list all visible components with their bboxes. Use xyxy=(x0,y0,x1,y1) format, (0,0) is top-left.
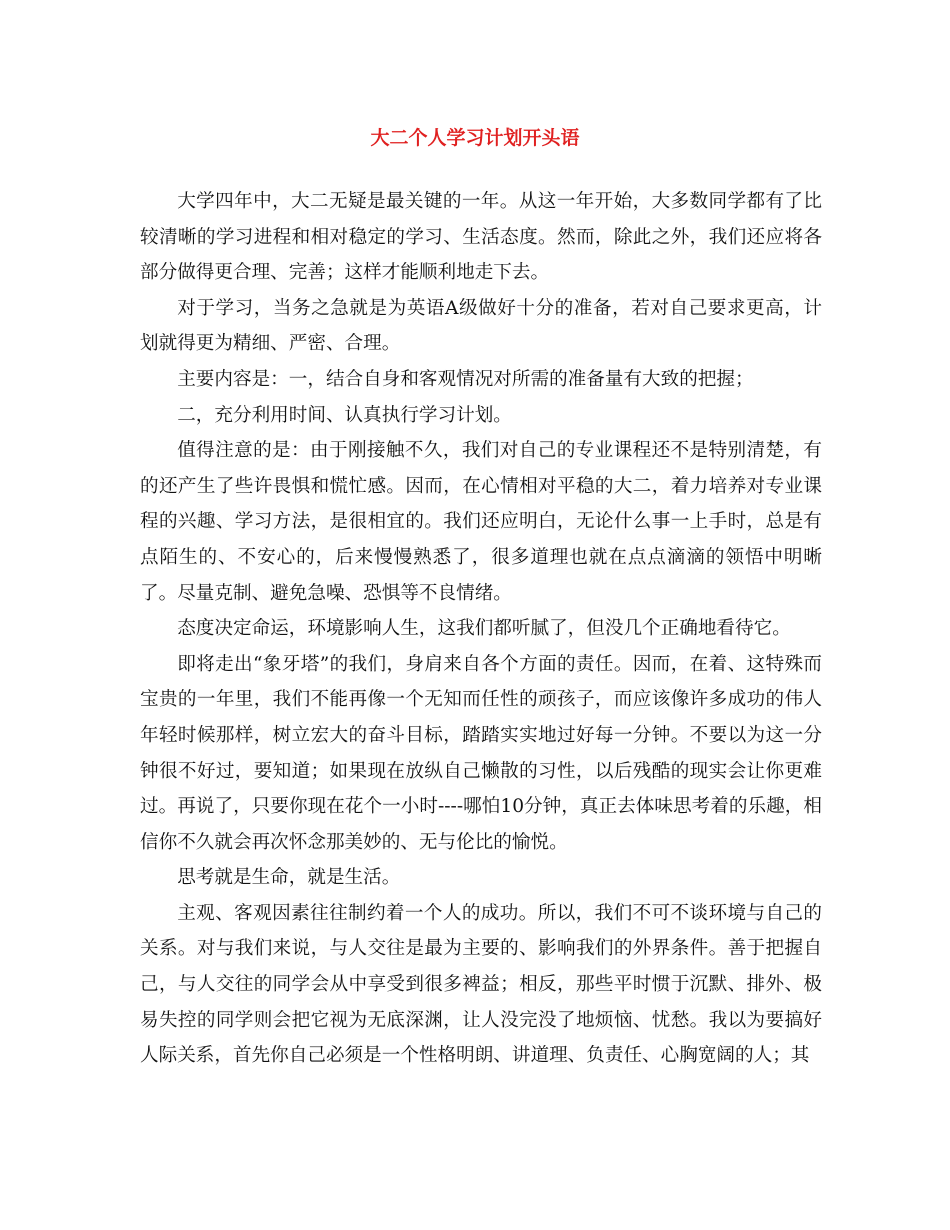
paragraph: 对于学习，当务之急就是为英语A级做好十分的准备，若对自己要求更高，计划就得更为精细、严密、合理。 xyxy=(140,297,822,355)
document-title: 大二个人学习计划开头语 xyxy=(370,127,580,149)
paragraph: 主要内容是：一，结合自身和客观情况对所需的准备量有大致的把握； xyxy=(177,368,754,390)
paragraph: 即将走出“象牙塔”的我们，身肩来自各个方面的责任。因而，在着、这特殊而宝贵的一年里，我们不能再像一个无知而任性的顽孩子，而应该像许多成功的伟人年轻时候那样，树立宏大的奋斗目标，踏踏实实地过好每一分钟。不要以为这一分钟很不好过，要知道；如果现在放纵自己懒散的习性，以后残酷的现实会让你更难过。再说了，只要你现在花个一小时----哪怕10分钟，真正去体味思考着的乐趣，相信你不久就会再次怀念那美妙的、无与伦比的愉悦。 xyxy=(140,653,822,853)
paragraph: 二，充分利用时间、认真执行学习计划。 xyxy=(177,404,512,426)
document-body xyxy=(140,184,822,1074)
paragraph: 主观、客观因素往往制约着一个人的成功。所以，我们不可不谈环境与自己的关系。对与我们来说，与人交往是最为主要的、影响我们的外界条件。善于把握自己，与人交往的同学会从中享受到很多裨益；相反，那些平时惯于沉默、排外、极易失控的同学则会把它视为无底深渊，让人没完没了地烦恼、忧愁。我以为要搞好人际关系，首先你自己必须是一个性格明朗、讲道理、负责任、心胸宽阔的人；其 xyxy=(140,902,822,1067)
paragraph: 大学四年中，大二无疑是最关键的一年。从这一年开始，大多数同学都有了比较清晰的学习进程和相对稳定的学习、生活态度。然而，除此之外，我们还应将各部分做得更合理、完善；这样才能顺利地走下去。 xyxy=(140,191,822,284)
paragraph: 思考就是生命，就是生活。 xyxy=(177,867,401,889)
paragraph: 值得注意的是：由于刚接触不久，我们对自己的专业课程还不是特别清楚，有的还产生了些许畏惧和慌忙感。因而，在心情相对平稳的大二，着力培养对专业课程的兴趣、学习方法，是很相宜的。我们还应明白，无论什么事一上手时，总是有点陌生的、不安心的，后来慢慢熟悉了，很多道理也就在点点滴滴的领悟中明晰了。尽量克制、避免急噪、恐惧等不良情绪。 xyxy=(140,440,822,604)
paragraph: 态度决定命运，环境影响人生，这我们都听腻了，但没几个正确地看待它。 xyxy=(177,618,791,640)
